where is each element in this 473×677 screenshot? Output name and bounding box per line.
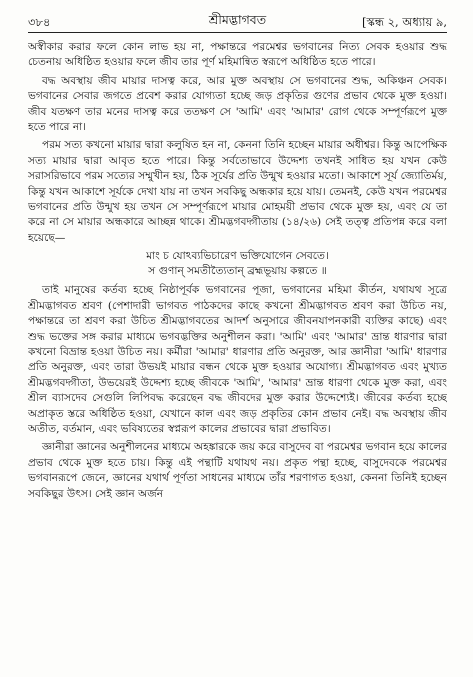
running-title: শ্রীমদ্ভাগবত xyxy=(208,12,267,27)
page-header xyxy=(28,12,447,32)
chapter-reference: [স্কন্ধ ২, অধ্যায় ৯, xyxy=(362,15,447,29)
verse-line: স গুণান্ সমতীত্যৈতান্ ব্রহ্মভূয়ায় কল্পতে ॥ xyxy=(148,265,327,278)
paragraph: তাই মানুষের কর্তব্য হচ্ছে নিষ্ঠাপূর্বক ভগবানের পূজা, ভগবানের মহিমা কীর্তন, যথাযথ সূত্রে শ্রীমদ্ভাগবত শ্রবণ (পেশাদারী ভাগবত পাঠকদের কাছে কখনো শ্রীমদ্ভাগবত শ্রবণ করা উচিত নয়, পক্ষান্তরে তা শ্রবণ করা উচিত শ্রীমদ্ভাগবতের আদর্শ অনুসারে জীবনযাপনকারী ব্যক্তির কাছে) এবং শুদ্ধ ভক্তের সঙ্গ করার মাধ্যমে ভগবদ্ভক্তির অনুশীলন করা। 'আমি' এবং 'আমার' ভ্রান্ত ধারণার দ্বারা কখনো বিভ্রান্ত হওয়া উচিত নয়। কর্মীরা 'আমার' ধারণার প্রতি অনুরক্ত, আর জ্ঞানীরা 'আমি' ধারণার প্রতি অনুরক্ত, এবং তারা উভয়ই মায়ার বন্ধন থেকে মুক্ত হওয়ার অযোগ্য। শ্রীমদ্ভাগবত এবং মুখ্যত শ্রীমদ্ভগবদ্গীতা, উভয়েরই উদ্দেশ্য হচ্ছে জীবকে 'আমি', 'আমার' ভ্রান্ত ধারণা থেকে মুক্ত করা, এবং শ্রীল ব্যাসদেব সেগুলি লিপিবদ্ধ করেছেন বদ্ধ জীবদের মুক্ত করার উদ্দেশ্যেই। জীবের কর্তব্য হচ্ছে অপ্রাকৃত স্তরে অধিষ্ঠিত হওয়া, যেখানে কাল এবং জড় প্রকৃতির কোন প্রভাব নেই। বদ্ধ অবস্থায় জীব অতীত, বর্তমান, এবং ভবিষ্যতের স্বপ্নরূপ কালের প্রভাবের দ্বারা প্রভাবিত। xyxy=(28,284,447,435)
verse-line: মাং চ যোঽব্যভিচারেণ ভক্তিযোগেন সেবতে। xyxy=(146,250,329,263)
paragraph: অস্বীকার করার ফলে কোন লাভ হয় না, পক্ষান্তরে পরমেশ্বর ভগবানের নিত্য সেবক হওয়ার শুদ্ধ চেতনায় অধিষ্ঠিত হওয়ার ফলে জীব তার পূর্ণ মহিমান্বিত স্বরূপে অধিষ্ঠিত হতে পারে। xyxy=(28,41,447,69)
page-body xyxy=(28,40,447,669)
sanskrit-verse xyxy=(28,249,447,279)
page-number: ৩৮৪ xyxy=(28,15,51,29)
paragraph: জ্ঞানীরা জ্ঞানের অনুশীলনের মাধ্যমে অহঙ্কারকে জয় করে বাসুদেব বা পরমেশ্বর ভগবান হয়ে কালের প্রভাব থেকে মুক্ত হতে চায়। কিন্তু এই পন্থাটি যথাযথ নয়। প্রকৃত পন্থা হচ্ছে, বাসুদেবকে পরমেশ্বর ভগবানরূপে জেনে, জ্ঞানের যথার্থ পূর্ণতা সাধনের মাধ্যমে তাঁর শরণাগত হওয়া, কেননা তিনিই হচ্ছেন সবকিছুর উৎস। সেই জ্ঞান অর্জন xyxy=(28,441,447,500)
header-rule xyxy=(28,32,447,33)
paragraph: বদ্ধ অবস্থায় জীব মায়ার দাসত্ব করে, আর মুক্ত অবস্থায় সে ভগবানের শুদ্ধ, অকিঞ্চন সেবক। ভগবানের সেবার জগতে প্রবেশ করার যোগ্যতা হচ্ছে জড় প্রকৃতির গুণের প্রভাব থেকে মুক্ত হওয়া। জীব যতক্ষণ তার মনের দাসত্ব করে ততক্ষণ সে 'আমি' এবং 'আমার' রোগ থেকে সম্পূর্ণরূপে মুক্ত হতে পারে না। xyxy=(28,74,447,134)
paragraph: পরম সত্য কখনো মায়ার দ্বারা কলুষিত হন না, কেননা তিনি হচ্ছেন মায়ার অধীশ্বর। কিন্তু আপেক্ষিক সত্য মায়ার দ্বারা আবৃত হতে পারে। কিন্তু সর্বতোভাবে উদ্দেশ্য তখনই সাধিত হয় যখন কেউ সরাসরিভাবে পরম সত্যের সম্মুখীন হয়, ঠিক সূর্যের প্রতি উন্মুখ হওয়ার মতো। আকাশে সূর্য জ্যোতির্ময়, কিন্তু যখন আকাশে সূর্যকে দেখা যায় না তখন সবকিছু অন্ধকার হয়ে যায়। তেমনই, কেউ যখন পরমেশ্বর ভগবানের প্রতি উন্মুখ হয় তখন সে সম্পূর্ণরূপে মায়ার মোহময়ী প্রভাব থেকে মুক্ত হয়, এবং যে তা করে না সে মায়ার অন্ধকারে আচ্ছন্ন থাকে। শ্রীমদ্ভগবদ্গীতায় (১৪/২৬) সেই তত্ত্ব প্রতিপন্ন করে বলা হয়েছে— xyxy=(28,139,447,244)
